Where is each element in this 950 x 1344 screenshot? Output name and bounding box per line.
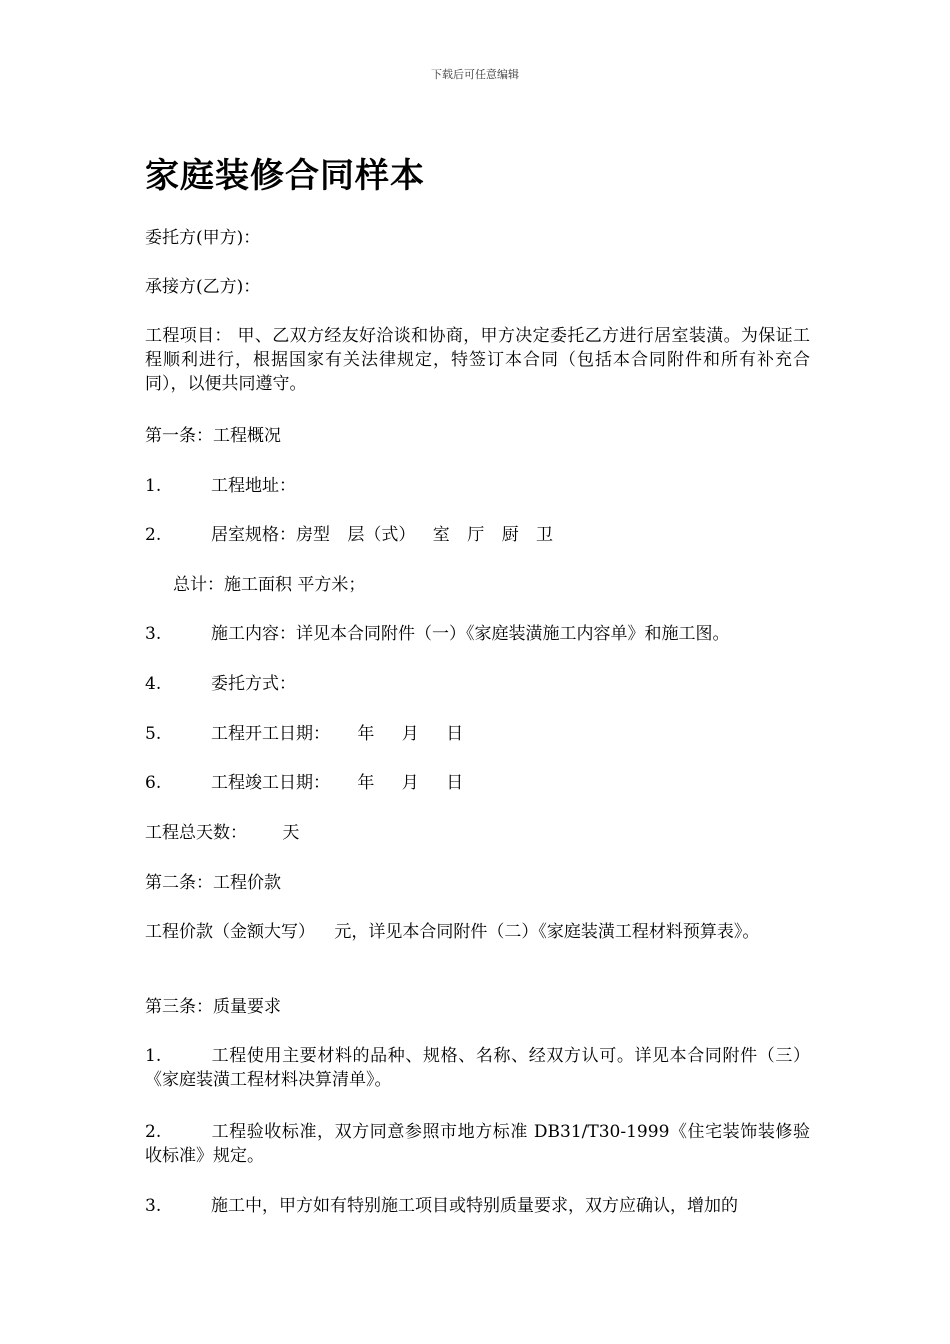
price-paragraph: 工程价款（金额大写） 元，详见本合同附件（二）《家庭装潢工程材料预算表》。 <box>145 922 760 942</box>
list-number: 3. <box>145 624 162 644</box>
total-days-line: 工程总天数： 天 <box>145 823 300 843</box>
list-number: 5. <box>145 724 162 744</box>
list-text: 居室规格：房型 层（式） 室 厅 厨 卫 <box>211 525 554 545</box>
list-number: 2. <box>145 525 162 545</box>
list-number: 2. <box>145 1122 162 1142</box>
list-text: 工程使用主要材料的品种、规格、名称、经双方认可。详见本合同附件（三）《家庭装潢工程材料决算清单》。 <box>145 1046 810 1090</box>
list-item-2 <box>145 523 810 547</box>
list-text: 工程验收标准，双方同意参照市地方标准 DB31/T30-1999《住宅装饰装修验收标准》规定。 <box>145 1122 810 1166</box>
intro-paragraph: 工程项目： 甲、乙双方经友好洽谈和协商，甲方决定委托乙方进行居室装潢。为保证工程顺利进行，根据国家有关法律规定，特签订本合同（包括本合同附件和所有补充合同），以便共同遵守。 <box>145 326 810 394</box>
list-text: 工程地址： <box>211 476 296 496</box>
list-number: 1. <box>145 476 162 496</box>
article-3-heading: 第三条：质量要求 <box>145 997 281 1017</box>
list-number: 4. <box>145 674 162 694</box>
quality-item-1 <box>145 1044 810 1092</box>
list-text: 工程开工日期： 年 月 日 <box>211 724 464 744</box>
list-number: 1. <box>145 1046 162 1066</box>
list-text: 工程竣工日期： 年 月 日 <box>211 773 464 793</box>
client-line: 委托方(甲方)： <box>145 228 261 248</box>
list-number: 6. <box>145 773 162 793</box>
list-item-4 <box>145 672 810 696</box>
quality-item-3 <box>145 1194 810 1218</box>
document-title: 家庭装修合同样本 <box>145 156 425 196</box>
total-area-line: 总计：施工面积 平方米； <box>173 575 366 595</box>
article-2-heading: 第二条：工程价款 <box>145 873 281 893</box>
list-item-5 <box>145 722 810 746</box>
list-item-1 <box>145 474 810 498</box>
quality-item-2 <box>145 1120 810 1168</box>
list-item-6 <box>145 771 810 795</box>
page-header: 下载后可任意编辑 <box>431 68 519 81</box>
contractor-line: 承接方(乙方)： <box>145 277 261 297</box>
list-number: 3. <box>145 1196 162 1216</box>
list-item-3 <box>145 622 810 646</box>
list-text: 施工中，甲方如有特别施工项目或特别质量要求，双方应确认，增加的 <box>211 1196 738 1216</box>
list-text: 施工内容：详见本合同附件（一）《家庭装潢施工内容单》和施工图。 <box>211 624 730 644</box>
article-1-heading: 第一条：工程概况 <box>145 426 281 446</box>
list-text: 委托方式： <box>211 674 296 694</box>
